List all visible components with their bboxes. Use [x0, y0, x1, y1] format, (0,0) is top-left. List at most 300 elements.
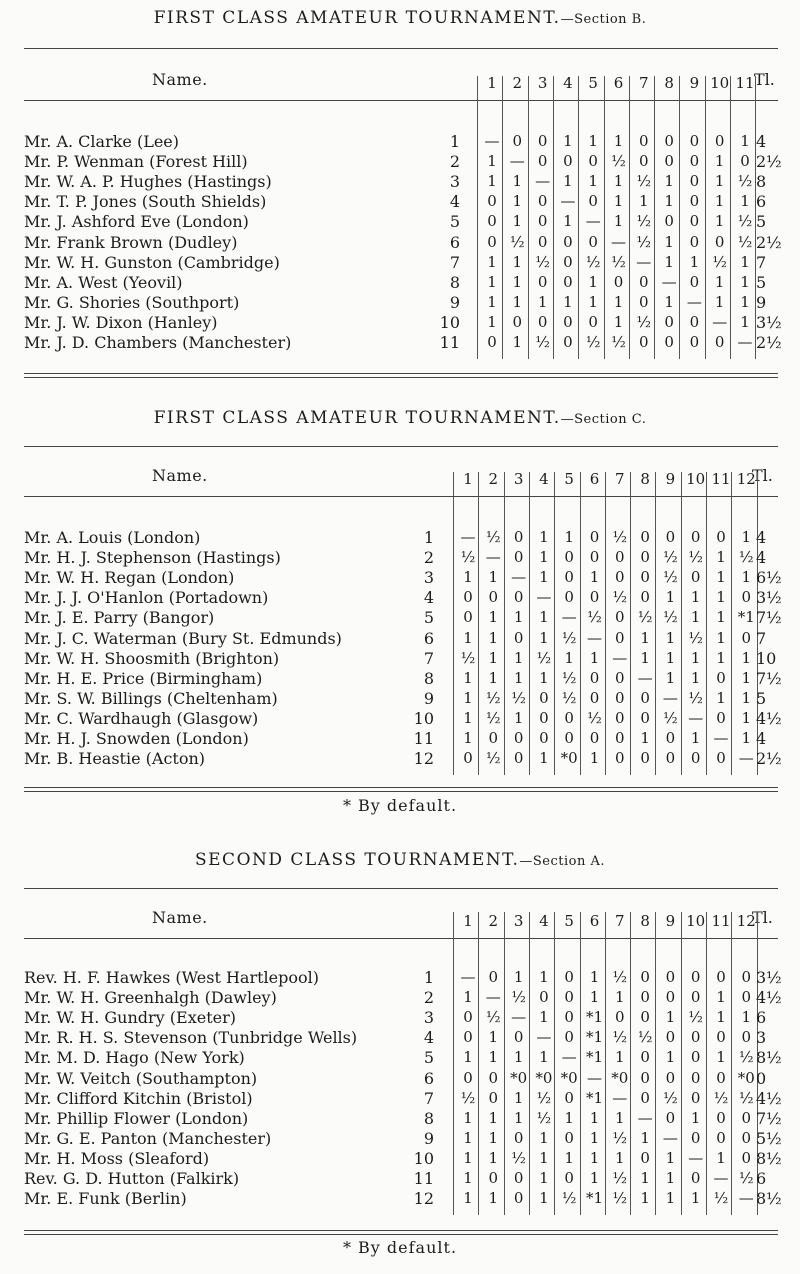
- column-number: 11: [711, 470, 731, 488]
- score-cell: 0: [689, 312, 700, 331]
- score-cell: 0: [664, 312, 674, 331]
- score-cell: *0: [510, 1068, 528, 1087]
- player-number: 5: [423, 608, 434, 628]
- score-cell: 0: [463, 588, 473, 607]
- total-score: 3½: [756, 588, 782, 608]
- score-cell: 0: [640, 968, 650, 986]
- score-cell: 0: [537, 272, 548, 291]
- column-number: 10: [686, 470, 706, 488]
- score-cell: ½: [737, 172, 753, 191]
- score-cell: —: [712, 312, 728, 331]
- score-cell: 0: [689, 212, 700, 231]
- score-cell: 1: [488, 608, 499, 627]
- score-cell: 1: [488, 1189, 499, 1208]
- total-score: 2½: [756, 232, 782, 252]
- score-cell: 0: [664, 333, 674, 351]
- score-cell: ½: [585, 252, 601, 271]
- score-cell: 1: [539, 1189, 549, 1208]
- score-cell: 1: [664, 232, 674, 251]
- player-number: 8: [449, 272, 460, 292]
- score-cell: —: [511, 1008, 527, 1027]
- score-cell: 0: [714, 232, 725, 251]
- score-cell: 1: [512, 333, 523, 351]
- score-cell: 0: [639, 333, 649, 351]
- score-cell: 1: [512, 212, 523, 231]
- score-cell: 1: [716, 588, 726, 607]
- score-cell: 1: [512, 292, 523, 311]
- score-cell: ½: [536, 1108, 552, 1127]
- total-score: 4: [756, 729, 767, 748]
- total-score: 6½: [756, 568, 782, 588]
- player-number: 2: [449, 152, 460, 172]
- score-cell: ½: [713, 1088, 729, 1107]
- score-cell: *0: [535, 1068, 553, 1087]
- player-name: Mr. A. Louis (London): [24, 528, 201, 547]
- table-row: [0, 988, 800, 1008]
- score-cell: —: [612, 648, 628, 667]
- score-cell: 1: [716, 1048, 726, 1067]
- player-name: Mr. J. W. Dixon (Hanley): [24, 312, 218, 332]
- score-cell: 0: [564, 1169, 574, 1187]
- score-cell: ½: [561, 1189, 577, 1208]
- score-cell: 0: [539, 729, 549, 747]
- score-cell: 0: [639, 152, 649, 171]
- player-name: Mr. J. J. O'Hanlon (Portadown): [24, 588, 269, 608]
- player-number: 11: [413, 1169, 434, 1188]
- score-cell: 0: [589, 729, 600, 747]
- score-cell: —: [637, 1108, 653, 1127]
- score-cell: 0: [513, 1028, 524, 1047]
- score-cell: 1: [487, 292, 497, 311]
- score-cell: 1: [488, 628, 499, 647]
- score-cell: 0: [689, 232, 700, 251]
- player-number: 7: [423, 648, 434, 668]
- score-cell: ½: [536, 648, 552, 667]
- score-cell: 1: [563, 212, 573, 231]
- score-cell: ½: [486, 688, 501, 707]
- score-cell: 1: [613, 192, 624, 211]
- score-cell: ½: [636, 172, 652, 191]
- score-cell: 0: [513, 548, 524, 567]
- score-cell: 0: [615, 708, 625, 727]
- score-cell: 1: [539, 548, 549, 567]
- score-cell: 0: [564, 1008, 574, 1027]
- column-number: 6: [613, 74, 624, 92]
- score-cell: 0: [564, 988, 574, 1007]
- score-cell: 0: [513, 528, 524, 546]
- score-cell: 1: [589, 988, 600, 1007]
- player-name: Mr. G. E. Panton (Manchester): [24, 1128, 272, 1148]
- score-cell: 1: [640, 1189, 650, 1208]
- player-number: 4: [423, 588, 434, 608]
- total-score: 8½: [756, 1048, 782, 1068]
- score-cell: 1: [613, 132, 624, 150]
- score-cell: —: [460, 528, 476, 546]
- table-row: [0, 968, 800, 988]
- score-cell: 1: [488, 1148, 499, 1167]
- score-cell: 1: [690, 608, 701, 627]
- score-cell: 0: [488, 729, 499, 747]
- score-cell: ½: [585, 333, 601, 351]
- score-cell: 0: [740, 152, 750, 171]
- total-score: 5: [756, 212, 767, 232]
- score-cell: 0: [640, 708, 650, 727]
- section-title: [0, 850, 800, 870]
- player-number: 2: [423, 988, 434, 1008]
- score-cell: 0: [640, 1068, 650, 1087]
- total-score: 8½: [756, 1189, 782, 1209]
- score-cell: 0: [487, 232, 497, 251]
- player-number: 11: [439, 333, 460, 352]
- score-cell: 0: [564, 1128, 574, 1147]
- score-cell: ½: [511, 988, 526, 1007]
- score-cell: 1: [564, 1108, 574, 1127]
- player-name: Mr. H. J. Snowden (London): [24, 729, 249, 748]
- score-cell: 1: [640, 628, 650, 647]
- score-cell: 0: [564, 588, 574, 607]
- score-cell: 1: [714, 192, 725, 211]
- score-cell: 1: [640, 729, 650, 747]
- total-header: Tl.: [752, 466, 773, 485]
- total-score: 7½: [756, 608, 782, 628]
- score-cell: 1: [513, 668, 524, 687]
- score-cell: 1: [539, 568, 549, 587]
- title-main: FIRST CLASS AMATEUR TOURNAMENT.: [153, 8, 561, 28]
- player-name: Mr. Frank Brown (Dudley): [24, 232, 238, 252]
- column-number: 3: [537, 74, 548, 92]
- score-cell: 0: [564, 568, 574, 587]
- score-cell: 0: [539, 708, 549, 727]
- score-cell: —: [536, 1028, 552, 1047]
- player-number: 6: [423, 1068, 434, 1088]
- score-cell: 1: [539, 1128, 549, 1147]
- score-cell: 1: [564, 1148, 574, 1167]
- player-number: 9: [449, 292, 460, 312]
- score-cell: 0: [640, 1048, 650, 1067]
- score-cell: 0: [640, 1008, 650, 1027]
- score-cell: 1: [512, 272, 523, 291]
- score-cell: 1: [539, 608, 549, 627]
- score-cell: 1: [463, 988, 473, 1007]
- score-cell: 0: [639, 132, 649, 150]
- column-number: 8: [640, 470, 650, 488]
- player-name: Mr. A. West (Yeovil): [24, 272, 183, 292]
- player-name: Mr. H. Moss (Sleaford): [24, 1148, 210, 1168]
- score-cell: 1: [588, 132, 598, 150]
- score-cell: 1: [716, 628, 726, 647]
- score-cell: 1: [615, 1148, 625, 1167]
- score-cell: 1: [690, 668, 701, 687]
- total-score: 4½: [756, 1088, 782, 1108]
- score-cell: 1: [488, 1048, 499, 1067]
- player-name: Mr. J. D. Chambers (Manchester): [24, 333, 292, 352]
- score-cell: 1: [513, 1088, 524, 1107]
- player-name: Mr. T. P. Jones (South Shields): [24, 192, 267, 212]
- score-cell: —: [637, 668, 653, 687]
- score-cell: 1: [639, 192, 649, 211]
- score-cell: 0: [513, 588, 524, 607]
- score-cell: 0: [741, 968, 752, 986]
- score-cell: 0: [741, 1108, 752, 1127]
- column-number: 7: [615, 470, 625, 488]
- score-cell: 0: [463, 608, 473, 627]
- score-cell: 1: [513, 1048, 524, 1067]
- score-cell: —: [536, 588, 552, 607]
- score-cell: ½: [486, 528, 501, 546]
- score-cell: —: [587, 628, 602, 647]
- score-cell: 1: [589, 968, 600, 986]
- score-cell: 1: [488, 648, 499, 667]
- score-cell: 1: [716, 608, 726, 627]
- player-name: Mr. W. A. P. Hughes (Hastings): [24, 172, 272, 192]
- score-cell: 1: [690, 1108, 701, 1127]
- player-name: Mr. W. Veitch (Southampton): [24, 1068, 258, 1088]
- score-cell: ½: [688, 1008, 703, 1027]
- score-cell: ½: [688, 628, 703, 647]
- score-cell: ½: [636, 232, 652, 251]
- score-cell: 1: [589, 749, 600, 768]
- score-cell: —: [587, 1068, 602, 1087]
- score-cell: 0: [563, 272, 573, 291]
- score-cell: —: [485, 988, 501, 1007]
- score-cell: 0: [615, 668, 625, 687]
- score-cell: 1: [589, 568, 600, 587]
- score-cell: *0: [560, 1068, 578, 1087]
- total-score: 4: [756, 528, 767, 547]
- score-cell: 0: [665, 729, 676, 747]
- score-cell: ½: [663, 608, 678, 627]
- score-cell: ½: [636, 212, 652, 231]
- score-cell: ½: [612, 1028, 628, 1047]
- score-cell: 1: [741, 729, 752, 747]
- score-cell: 0: [513, 749, 524, 768]
- table-row: [0, 1169, 800, 1189]
- score-cell: 0: [716, 968, 726, 986]
- score-cell: 1: [463, 1128, 473, 1147]
- score-cell: 1: [463, 729, 473, 747]
- score-cell: 1: [741, 648, 752, 667]
- score-cell: ½: [460, 1088, 476, 1107]
- score-cell: 0: [564, 1028, 574, 1047]
- title-sub: —Section C.: [560, 412, 647, 427]
- total-score: 4½: [756, 988, 782, 1008]
- player-number: 8: [423, 1108, 434, 1128]
- score-cell: 1: [488, 668, 499, 687]
- score-cell: 0: [640, 588, 650, 607]
- column-number: 4: [539, 470, 549, 488]
- score-cell: 0: [716, 1108, 726, 1127]
- score-cell: 0: [463, 1008, 473, 1027]
- score-cell: 0: [741, 988, 752, 1007]
- score-cell: 1: [714, 172, 725, 191]
- score-cell: 0: [537, 192, 548, 211]
- column-number: 3: [513, 912, 524, 930]
- score-cell: 1: [487, 312, 497, 331]
- column-number: 7: [615, 912, 625, 930]
- player-number: 10: [413, 1148, 434, 1168]
- player-number: 1: [449, 132, 460, 151]
- score-cell: —: [460, 968, 476, 986]
- score-cell: *1: [585, 1088, 604, 1107]
- score-cell: 1: [741, 528, 752, 546]
- score-cell: 0: [563, 232, 573, 251]
- total-score: 10: [756, 648, 777, 668]
- player-number: 9: [423, 1128, 434, 1148]
- score-cell: ½: [739, 1169, 754, 1187]
- score-cell: 1: [613, 312, 624, 331]
- score-cell: ½: [587, 708, 602, 727]
- score-cell: ½: [561, 668, 577, 687]
- score-cell: 0: [640, 568, 650, 587]
- score-cell: 1: [665, 1048, 676, 1067]
- score-cell: ½: [663, 1088, 678, 1107]
- score-cell: 1: [615, 1108, 625, 1127]
- score-cell: 1: [488, 1028, 499, 1047]
- score-cell: ½: [611, 252, 626, 271]
- score-cell: 1: [665, 628, 676, 647]
- score-cell: 1: [741, 1008, 752, 1027]
- score-cell: 1: [463, 1048, 473, 1067]
- score-cell: ½: [663, 708, 678, 727]
- player-name: Mr. J. Ashford Eve (London): [24, 212, 249, 232]
- score-cell: 1: [539, 1008, 549, 1027]
- score-cell: 1: [665, 588, 676, 607]
- score-cell: ½: [611, 152, 626, 171]
- score-cell: 1: [513, 648, 524, 667]
- score-cell: ½: [486, 1008, 501, 1027]
- score-cell: 0: [690, 1028, 701, 1047]
- score-cell: *0: [611, 1068, 629, 1087]
- player-name: Mr. S. W. Billings (Cheltenham): [24, 688, 278, 708]
- title-sub: —Section A.: [519, 854, 605, 869]
- score-cell: 0: [664, 212, 674, 231]
- score-cell: 1: [740, 252, 750, 271]
- score-cell: 1: [488, 1128, 499, 1147]
- score-cell: 0: [589, 588, 600, 607]
- column-number: 12: [736, 912, 756, 930]
- total-score: 3: [756, 1028, 767, 1048]
- score-cell: ½: [535, 252, 550, 271]
- column-number: 8: [664, 74, 674, 92]
- score-cell: 0: [588, 192, 598, 211]
- score-cell: 1: [613, 172, 624, 191]
- player-number: 1: [423, 968, 434, 987]
- score-cell: 1: [716, 568, 726, 587]
- score-cell: 0: [512, 132, 523, 150]
- total-header: Tl.: [754, 70, 775, 89]
- column-number: 4: [539, 912, 549, 930]
- player-number: 9: [423, 688, 434, 708]
- score-cell: 1: [539, 668, 549, 687]
- player-number: 12: [413, 749, 434, 769]
- column-number: 5: [588, 74, 598, 92]
- total-score: 4½: [756, 708, 782, 728]
- score-cell: 1: [588, 292, 598, 311]
- column-number: 10: [686, 912, 706, 930]
- score-cell: 0: [716, 1028, 726, 1047]
- score-cell: 0: [741, 628, 752, 647]
- score-cell: 0: [665, 1068, 676, 1087]
- score-cell: 1: [716, 648, 726, 667]
- title-sub: —Section B.: [560, 12, 647, 27]
- score-cell: 0: [689, 192, 700, 211]
- score-cell: 1: [463, 668, 473, 687]
- score-cell: 0: [463, 749, 473, 768]
- total-score: 2½: [756, 333, 782, 352]
- score-cell: ½: [587, 608, 602, 627]
- player-number: 7: [449, 252, 460, 272]
- player-number: 8: [423, 668, 434, 688]
- score-cell: ½: [460, 648, 476, 667]
- score-cell: 0: [741, 1028, 752, 1047]
- score-cell: 0: [463, 1028, 473, 1047]
- score-cell: —: [485, 548, 501, 567]
- score-cell: 0: [640, 688, 650, 707]
- score-cell: 0: [664, 152, 674, 171]
- score-cell: 0: [513, 729, 524, 747]
- score-cell: *1: [585, 1048, 604, 1067]
- player-number: 4: [423, 1028, 434, 1048]
- score-cell: 1: [615, 1048, 625, 1067]
- player-name: Mr. W. H. Greenhalgh (Dawley): [24, 988, 277, 1008]
- score-cell: 0: [690, 988, 701, 1007]
- score-cell: ½: [612, 1169, 628, 1187]
- score-cell: ½: [663, 568, 678, 587]
- score-cell: ½: [561, 628, 577, 647]
- score-cell: 0: [665, 528, 676, 546]
- score-cell: 1: [487, 272, 497, 291]
- score-cell: 0: [690, 1128, 701, 1147]
- score-cell: —: [511, 568, 527, 587]
- footnote: * By default.: [342, 796, 458, 815]
- score-cell: ½: [486, 708, 501, 727]
- score-cell: 0: [640, 749, 650, 768]
- player-name: Mr. Clifford Kitchin (Bristol): [24, 1088, 253, 1108]
- score-cell: 1: [690, 588, 701, 607]
- score-cell: 1: [741, 708, 752, 727]
- score-cell: 1: [539, 1169, 549, 1187]
- score-cell: 1: [513, 968, 524, 986]
- player-name: Mr. M. D. Hago (New York): [24, 1048, 245, 1068]
- score-cell: 0: [664, 132, 674, 150]
- score-cell: 0: [716, 749, 726, 768]
- column-number: 1: [463, 912, 473, 930]
- score-cell: ½: [688, 548, 703, 567]
- score-cell: 0: [539, 688, 549, 707]
- total-score: 4: [756, 132, 767, 151]
- score-cell: 0: [615, 729, 625, 747]
- score-cell: 1: [588, 172, 598, 191]
- score-cell: 0: [690, 968, 701, 986]
- score-cell: 0: [665, 1028, 676, 1047]
- score-cell: 0: [665, 1108, 676, 1127]
- score-cell: ½: [739, 1088, 754, 1107]
- table-row: [0, 1069, 800, 1089]
- score-cell: 0: [741, 1128, 752, 1147]
- score-cell: 1: [487, 252, 497, 271]
- score-cell: 0: [689, 272, 700, 291]
- score-cell: 1: [539, 968, 549, 986]
- column-number: 2: [512, 74, 523, 92]
- player-number: 3: [449, 172, 460, 192]
- score-cell: —: [585, 212, 601, 231]
- score-cell: 1: [463, 628, 473, 647]
- score-cell: —: [535, 172, 551, 191]
- score-cell: 0: [690, 568, 701, 587]
- score-cell: *0: [560, 749, 578, 768]
- score-cell: ½: [486, 749, 501, 768]
- score-cell: 1: [716, 548, 726, 567]
